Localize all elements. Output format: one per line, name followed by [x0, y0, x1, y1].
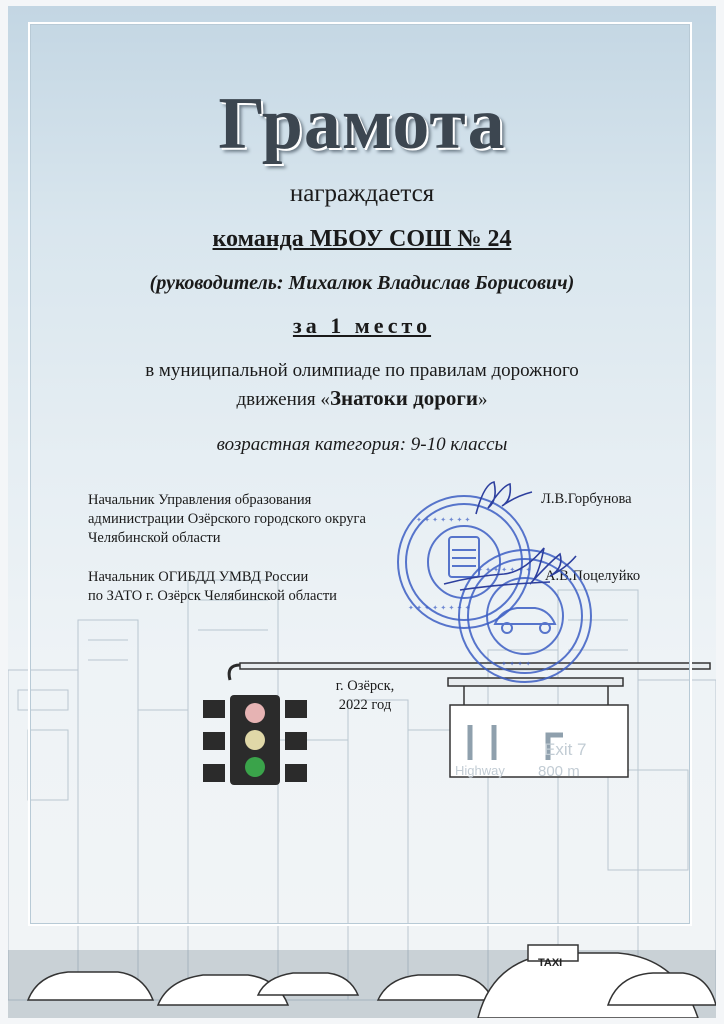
- svg-text:✦ ✦ ✦ ✦: ✦ ✦ ✦ ✦: [501, 660, 532, 668]
- olympiad-name: Знатоки дороги: [329, 386, 479, 410]
- awarded-text: награждается: [289, 180, 435, 207]
- svg-text:✦ ✦ ✦ ✦ ✦ ✦ ✦ ✦: ✦ ✦ ✦ ✦ ✦ ✦ ✦ ✦: [408, 604, 471, 612]
- award-place: за 1 место: [292, 313, 432, 338]
- signatory-2-name: А.В.Поцелуйко: [545, 568, 641, 584]
- signature-2: [440, 540, 590, 610]
- age-category: возрастная категория: 9-10 классы: [216, 434, 508, 455]
- signatory-2-position: Начальник ОГИБДД УМВД России по ЗАТО г. Озёрск Челябинской области: [88, 569, 337, 604]
- sign-exit-text: Exit 7: [544, 740, 587, 759]
- team-name: команда МБОУ СОШ № 24: [212, 226, 512, 252]
- signatory-1-name: Л.В.Горбунова: [541, 491, 632, 507]
- taxi-sign: TAXI: [538, 957, 563, 969]
- team-leader: (руководитель: Михалюк Владислав Борисович): [149, 272, 575, 294]
- certificate-title: Грамота: [218, 83, 506, 165]
- sign-distance-text: 800 m: [538, 763, 580, 780]
- olympiad-description-line1: в муниципальной олимпиаде по правилам дорожного: [145, 360, 579, 381]
- signatory-1-position: Начальник Управления образования администрации Озёрского городского округа Челябинской области: [88, 492, 366, 546]
- place-and-year: г. Озёрск, 2022 год: [335, 678, 395, 713]
- signature-1: [470, 474, 540, 524]
- svg-text:✦ ✦ ✦ ✦ ✦ ✦ ✦: ✦ ✦ ✦ ✦ ✦ ✦ ✦: [416, 516, 471, 524]
- sign-road-text: Highway: [455, 763, 505, 778]
- svg-text:✦ ✦ ✦ ✦ ✦ ✦ ✦: ✦ ✦ ✦ ✦ ✦ ✦ ✦: [477, 566, 532, 574]
- olympiad-description-line2: движения «Знатоки дороги»: [236, 386, 488, 410]
